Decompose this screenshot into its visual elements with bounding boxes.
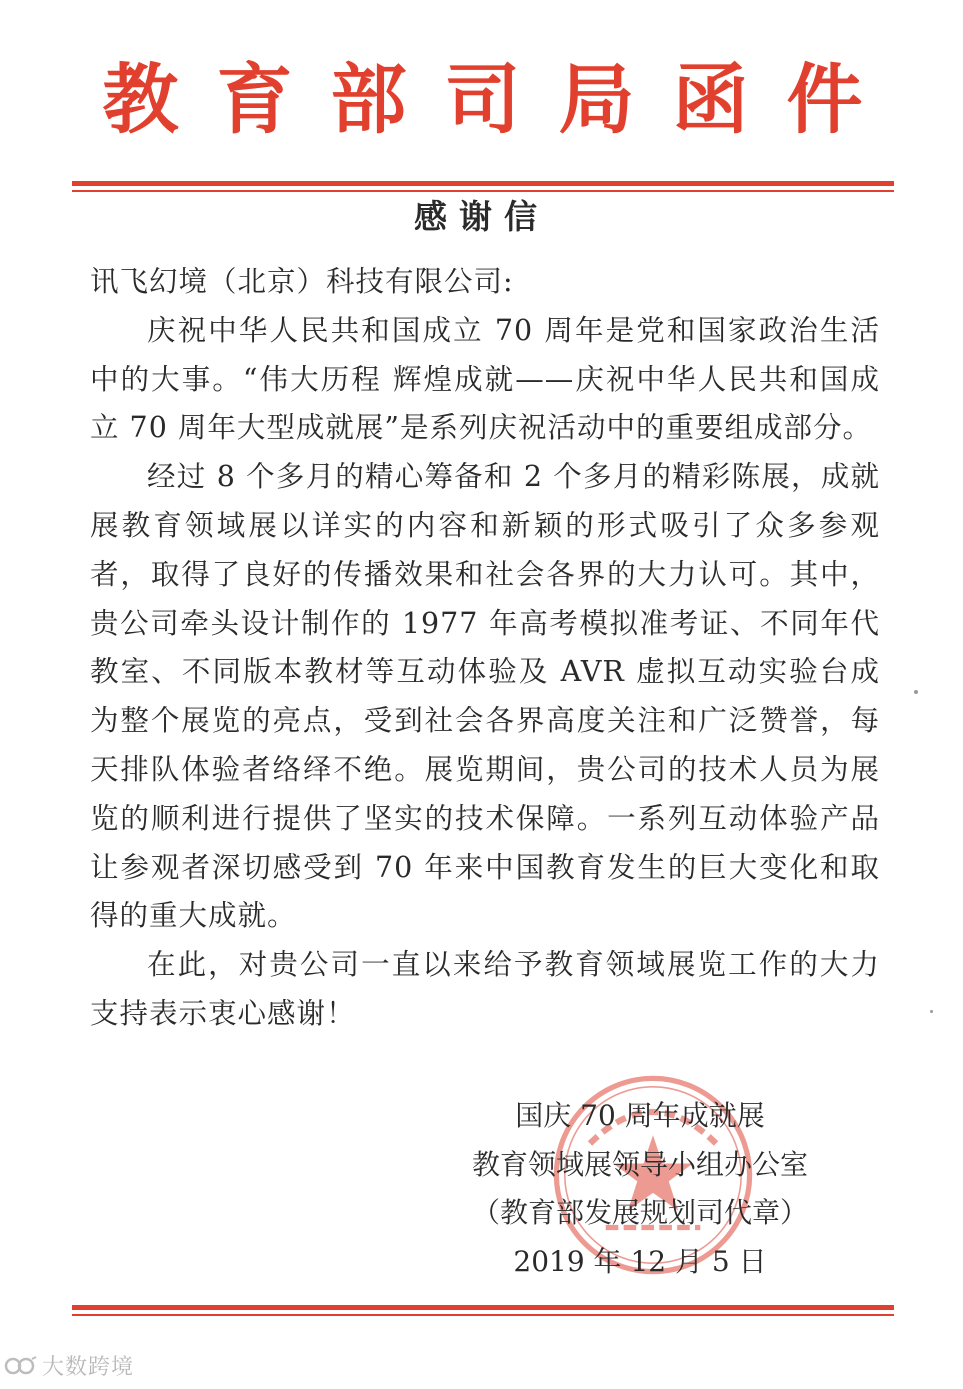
signature-seal-note: （教育部发展规划司代章） <box>471 1196 808 1229</box>
paragraph-3: 在此，对贵公司一直以来给予教育领域展览工作的大力支持表示衷心感谢！ <box>90 948 880 1030</box>
paragraph-2: 经过 8 个多月的精心筹备和 2 个多月的精彩陈展，成就展教育领域展以详实的内容和新颖的形式吸引了众多参观者，取得了良好的传播效果和社会各界的大力认可。其中，贵公司牵头设计制作的 1977 年高考模拟准考证、不同年代教室、不同版本教材等互动体验及 AVR 虚拟互动实验台成为整个展览的亮点，受到社会各界高度关注和广泛赞誉，每天排队体验者络绎不绝。展览期间，贵公司的技术人员为展览的顺利进行提供了坚实的技术保障。一系列互动体验产品让参观者深切感受到 70 年来中国教育发生的巨大变化和取得的重大成就。 <box>90 460 880 933</box>
signature-date: 2019 年 12 月 5 日 <box>513 1244 767 1278</box>
signature-org: 国庆 70 周年成就展 <box>515 1099 765 1132</box>
signature-office: 教育领域展领导小组办公室 <box>471 1147 808 1181</box>
paragraph-1: 庆祝中华人民共和国成立 70 周年是党和国家政治生活中的大事。“伟大历程 辉煌成就——庆祝中华人民共和国成立 70 周年大型成就展”是系列庆祝活动中的重要组成部分。 <box>90 313 880 445</box>
footer-rule-thin <box>72 1314 894 1316</box>
watermark-text: 大数跨境 <box>42 1355 135 1380</box>
letter-title: 感谢信 <box>414 197 549 236</box>
header-rule-thin <box>72 190 894 192</box>
footer-rule <box>72 1305 894 1310</box>
letterhead-title: 教育部司局函件 <box>102 55 901 144</box>
signature-block <box>420 1092 860 1286</box>
watermark-logo-icon <box>4 1355 38 1377</box>
watermark <box>4 1350 134 1381</box>
letter-body <box>90 258 880 1039</box>
scan-speck <box>930 1010 933 1013</box>
salutation: 讯飞幻境（北京）科技有限公司: <box>90 265 514 298</box>
header-rule <box>72 181 894 186</box>
scan-speck <box>914 690 918 694</box>
